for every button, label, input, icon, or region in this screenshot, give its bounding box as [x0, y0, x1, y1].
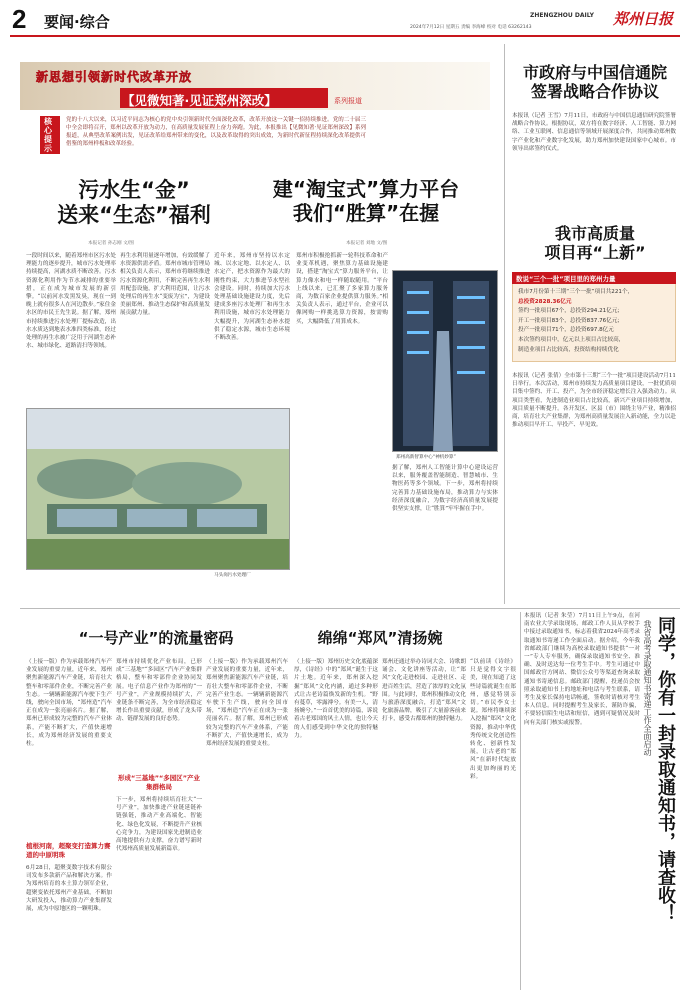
box-line: 签约一批项目67个，总投资294.21亿元； — [518, 308, 624, 315]
article3-col2: 郑州市持续优化产业布局，已形成“三基地”“多园区”汽车产业集群格局，整车和零部件企业协同发展。电子信息产业作为郑州的“一号产业”，产业规模持续扩大，产业链条不断完善，为全市经济稳定增长作出重要贡献，形成了龙头带动、链群发展的良好态势。 — [116, 659, 202, 723]
banner-sub: 系列报道 — [334, 97, 362, 105]
side1-text: 本报讯（记者 王雪）7月11日，市政府与中国信息通信研究院签署战略合作协议。根据协议，双方将在数字经济、人工智能、算力网络、工业互联网、信息通信等领域开展深度合作，共同推动郑州数字产业化和产业数字化发展，助力郑州加快建设国家中心城市。市领导出席签约仪式。 — [512, 113, 676, 152]
banner-column: 【见微知著·见证郑州深改】 — [122, 93, 277, 108]
side2-title: 我市高质量 项目再“上新” — [544, 224, 646, 262]
article1-photo — [26, 408, 290, 570]
article5-title: 同学，你有一封录取通知书，请查收！ — [655, 616, 676, 922]
article5-text: 本报讯（记者 朱莹）7月11日上午9点，在河南农业大学录取现场，邮政工作人员从学校手中接过录取通知书，标志着我省2024年高考录取通知书寄递工作全面启动。据介绍，今年我省邮政部门继续为高校录取通知书提供“一对一”专人专车服务，确保录取通知书安全、准确、及时送达每一位考生手中。考生可通过中国邮政官方网站、微信公众号等渠道查询录取通知书寄递信息。邮政部门提醒，投递员会按照录取通知书上的地址和电话与考生联系，请考生及家长保持电话畅通，签收时请核对考生本人信息。同时提醒考生及家长，谨防诈骗，不要轻信陌生电话和短信，遇到可疑情况及时向有关部门核实或报警。 — [524, 613, 640, 726]
paper-en: ZHENGZHOU DAILY — [530, 12, 594, 19]
article1-byline: 本报记者 孙志刚 文/图 — [88, 241, 134, 246]
article2-photo-caption: 郑州高新智算中心“神机妙算” — [396, 455, 456, 460]
article1-photo-caption: 马头岗污水处理厂 — [214, 573, 251, 578]
article2-col1: 郑州市积极抢抓新一轮科技革命和产业变革机遇，聚焦算力基础设施建设，搭建“淘宝式”算力服务平台，让算力像水和电一样随取随用。“平台上线以来，已汇聚了多家算力服务商，为数百家企业提供算力服务。”相关负责人表示，通过平台，企业可以像网购一样挑选算力资源，按需购买，大幅降低了用算成本。 — [296, 253, 388, 325]
article3-col3: （上接一版）作为承载郑州汽车产业发展的重要力量，近年来，郑州聚焦新能源汽车产业链，培育壮大整车和零部件企业，不断完善产业生态。一辆辆新能源汽车驶下生产线，驶向全国市场，“郑州造”汽车正在成为一张亮丽名片。据了解，郑州已形成较为完整的汽车产业体系，产能不断扩大，产值快速增长，成为郑州经济发展的重要支柱。 — [206, 659, 288, 748]
article3-sub1: 植根河南，超聚变打造算力赛道的中原明珠 — [26, 842, 111, 859]
article1-title: 污水生“金” 送来“生态”福利 — [57, 178, 211, 227]
article4-col1: （上接一版）郑州历史文化底蕴深厚，《诗经》中的“郑风”诞生于这片土地。近年来，郑州深入挖掘“郑风”文化内涵，通过多种形式让古老诗篇焕发新的生机。“野有蔓草，零露漙兮。有美一人，清扬婉兮。”一首首优美的诗篇，诉说着古老郑国的风土人情，也让今天的人们感受到中华文化的独特魅力。 — [294, 659, 378, 739]
section-divider — [20, 608, 680, 609]
article2-byline: 本报记者 刘地 文/图 — [346, 241, 388, 246]
box-line: 开工一批项目83个，总投资837.76亿元； — [518, 317, 624, 324]
computing-center-image — [393, 271, 498, 452]
page-header — [10, 6, 680, 34]
box-line: 投产一批项目71个，总投资697.8亿元 — [518, 327, 614, 334]
article5-subtitle: 我省高考录取通知书寄递工作全面启动 — [643, 620, 652, 756]
article2-col2: 据了解，郑州人工智能计算中心建设运营以来，服务覆盖智能制造、智慧城市、生物医药等多个领域。下一步，郑州将持续完善算力基础设施布局，推动算力与实体经济深度融合，为数字经济高质量发展提供坚实支撑，让“胜算”牢牢握在手中。 — [392, 465, 498, 513]
side1-title: 市政府与中国信通院 签署战略合作协议 — [522, 63, 667, 101]
side2-text: 本报讯（记者 张倩）全市第十三期“三个一批”项目建设活动7月11日举行。本次活动，郑州市持续发力高质量项目建设，一批优质项目集中签约、开工、投产，为全市经济稳定增长注入强劲动力。从项目类型看，先进制造业项目占比较高，新兴产业项目持续增加，项目质量不断提升。各开发区、区县（市）围绕主导产业，精准招商，培育壮大产业集群，为郑州高质量发展注入新动能，全力以赴推动项目早开工、早投产、早见效。 — [512, 373, 676, 429]
article3-col2b: 下一步，郑州将持续培育壮大“一号产业”，加快推进产业链延链补链强链，推动产业高端化、智能化、绿色化发展，不断提升产业核心竞争力，为建设国家先进制造业高地提供有力支撑，奋力谱写新时代郑州高质量发展新篇章。 — [116, 797, 202, 853]
article1-col2: 再生水利用量逐年增加，有效缓解了水资源供需矛盾。郑州市城市管理局相关负责人表示，郑州市将继续推进污水资源化利用，不断完善再生水利用配套设施，扩大利用范围，让污水处理后的再生水“变废为宝”，为建设美丽郑州、推动生态保护和高质量发展贡献力量。 — [120, 253, 210, 317]
column-divider — [504, 44, 505, 604]
paper-logo: 郑州日报 — [613, 10, 674, 28]
date-line: 2024年7月12日 星期五 责编 李海峰 校对 电话 63262143 — [410, 25, 532, 30]
article1-col3: 近年来，郑州市坚持以水定城、以水定地、以水定人、以水定产，把水资源作为最大的刚性约束，大力推进节水型社会建设。同时，持续加大污水处理基础设施建设力度，先后建成多座污水处理厂和再生水利用设施，城市污水处理能力大幅提升，为河湖生态补水提供了稳定水源，城市生态环境不断改善。 — [214, 253, 290, 342]
article3-col1: （上接一版）作为承载郑州汽车产业发展的重要力量，近年来，郑州聚焦新能源汽车产业链，培育壮大整车和零部件企业，不断完善产业生态。一辆辆新能源汽车驶下生产线，驶向全国市场，“郑州造”汽车正在成为一张亮丽名片。据了解，郑州已形成较为完整的汽车产业体系，产能不断扩大，产值快速增长，成为郑州经济发展的重要支柱。 — [26, 659, 112, 748]
page-number: 2 — [12, 4, 27, 34]
side2-box-title: 数说“三个一批”项目里的郑州力量 — [516, 275, 616, 283]
article4-col3: “以前读《诗经》只是觉得文字很美，现在知道了这些诗篇就诞生在郑州，感觉特别亲切。”市民李女士说。郑州将继续深入挖掘“郑风”文化资源，推动中华优秀传统文化创造性转化、创新性发展，让古老的“郑风”在新时代绽放出更加绚丽的光彩。 — [470, 659, 516, 780]
article4-title: 绵绵“郑风”清扬婉 — [317, 629, 443, 647]
article2-photo — [392, 270, 498, 452]
article1-col1: 一段时间以来，随着郑州市区污水处理能力的逐步提升，城市污水处理率持续提高，河湖水质不断改善。污水资源化利用作为节水减排的重要举措，正在成为城市发展的新引擎。“以前河水发黑发臭，现在一到晚上就有很多人在河边散步。”家住金水区的市民王先生说。据了解，郑州市持续推进污水处理厂提标改造，出水水质达到地表水准四类标准，经过处理的再生水被广泛用于河湖生态补水、城市绿化、道路清扫等领域。 — [26, 253, 116, 350]
article4-col2: 郑州还通过举办诗词大会、诗歌朗诵会、文化讲座等活动，让“郑风”文化走进校园、走进社区、走进百姓生活，营造了浓厚的文化氛围。与此同时，郑州积极推动文化与旅游深度融合，打造“郑风”文化旅游品牌，吸引了大量游客前来打卡，感受古都郑州的独特魅力。 — [382, 659, 466, 723]
section-title: 要闻·综合 — [44, 13, 110, 31]
header-rule — [10, 35, 680, 37]
intro-text: 党的十八大以来，以习近平同志为核心的党中央引领新时代全面深化改革，改革开放这一关键一招持续推进。党的二十届三中全会即将召开，郑州以改革开放为动力，在高质量发展征程上奋力奔跑。为此，本报推出【见微知著·见证郑州深改】系列报道，从典型改革案例出发，见证改革给郑州带来的变化，以及改革取得的突出成效，为新时代新征程持续深化改革提供可借鉴的郑州样板和改革经验。 — [66, 117, 366, 147]
article2-title: 建“淘宝式”算力平台 我们“胜算”在握 — [272, 177, 460, 225]
wastewater-plant-image — [27, 409, 290, 570]
article3-title: “一号产业”的流量密码 — [78, 629, 234, 647]
intro-label: 核心提示 — [44, 117, 52, 153]
side2-box-lines — [518, 288, 674, 355]
box-line: 我市7月份第十三期“三个一批”项目共221个， — [518, 289, 634, 295]
article5-divider — [520, 612, 521, 990]
article3-col1b: 6月28日，超聚变数字技术有限公司发布多款新产品和解决方案。作为郑州培育的本土算力领军企业，超聚变依托郑州产业基础，不断加大研发投入，推动算力产业集群发展，成为中原地区的一颗明珠。 — [26, 865, 112, 913]
box-line: 制造业项目占比较高，投资结构持续优化 — [518, 346, 619, 353]
box-line-total: 总投资2828.36亿元 — [518, 298, 572, 305]
article3-sub2: 形成“三基地”“多园区”产业集群格局 — [117, 774, 201, 791]
banner-kicker: 新思想引领新时代改革开放 — [36, 70, 193, 84]
box-line: 本次签约项目中，亿元以上项目占比较高， — [518, 336, 625, 343]
